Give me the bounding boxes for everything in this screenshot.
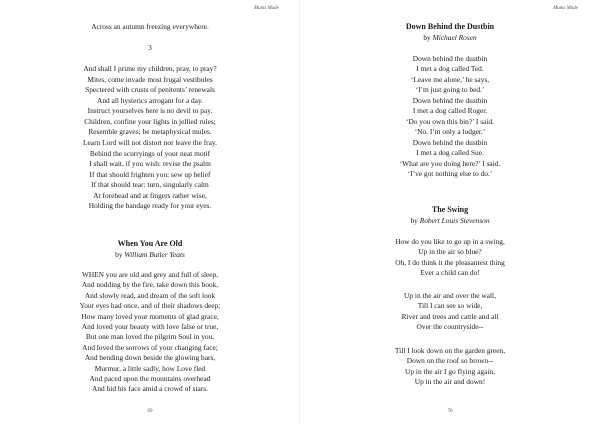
poem-line: Up in the air and over the wall, — [404, 291, 496, 300]
poem-line: Mites, come invade most frugal vestibules — [87, 74, 213, 84]
poem-line: ‘Leave me alone,’ he says, — [410, 74, 490, 84]
poem-title: The Swing — [431, 205, 469, 214]
byline-prefix: by — [115, 250, 123, 259]
poem-line: I met a dog called Roger. — [412, 106, 488, 116]
author-name: Robert Louis Stevenson — [419, 216, 490, 225]
poem-line: And paced upon the mountains overhead — [89, 374, 211, 383]
running-header-right: Mums Made — [553, 6, 578, 11]
poem-byline — [300, 216, 600, 226]
byline-prefix: by — [410, 216, 418, 225]
poem-line: And shall I prime my children, pray, to pray? — [83, 64, 217, 73]
poem-line: ‘Do you own this bin?’ I said. — [406, 116, 494, 126]
running-header-left: Mums Made — [254, 6, 279, 11]
poem-line: Down behind the dustbin — [412, 137, 488, 147]
poem-line: Up in the air and down! — [414, 377, 486, 387]
poem-line: Instruct yourselves here is no devil to pay. — [87, 106, 213, 116]
poem-byline — [0, 250, 300, 260]
poem-line: ‘What are you doing here?’ I said. — [399, 158, 501, 168]
poem-line: But one man loved the pilgrim Soul in you, — [85, 332, 215, 342]
poem-line: Up in the air I go flying again, — [405, 366, 495, 376]
poem-line: Till I look down on the garden green, — [394, 346, 506, 355]
carryover-line: Across an autumn freezing everywhere. — [91, 22, 209, 31]
poem-line: Up in the air so blue? — [418, 247, 482, 257]
poem-line: And hid his face amid a crowd of stars. — [92, 384, 208, 394]
poem-line: Resemble graves; be metaphysical mules. — [88, 127, 212, 137]
author-name: William Butler Yeats — [124, 250, 185, 259]
poem-line: If that should tear: turn, singularly calm — [91, 180, 209, 190]
poem-line: How many loved your moments of glad grace, — [81, 311, 219, 321]
poem-line: And bending down beside the glowing bars, — [84, 353, 216, 363]
poem-line: Behind the scurryings of your neat motif — [89, 148, 211, 158]
poem-line: Till I can see so wide, — [417, 301, 483, 311]
poem-line: ‘No. I’m only a lodger.’ — [414, 127, 486, 137]
poem-line: And loved the sorrows of your changing face; — [82, 342, 218, 352]
author-name: Michael Rosen — [432, 33, 477, 42]
poem-title: Down Behind the Dustbin — [405, 22, 495, 31]
right-page — [300, 0, 600, 424]
poem-line: Down behind the dustbin — [412, 54, 488, 63]
poem-line: WHEN you are old and grey and full of sleep, — [81, 270, 219, 279]
poem-line: And nodding by the fire, take down this book, — [81, 280, 219, 290]
poem-line: I met a dog called Ted. — [416, 64, 484, 74]
poem-line: And all hysterics arrogant for a day. — [96, 95, 204, 105]
poem-title: When You Are Old — [117, 239, 183, 248]
poem-line: Murmur, a little sadly, how Love fled — [94, 363, 206, 373]
section-number: 3 — [148, 43, 152, 52]
byline-prefix: by — [423, 33, 431, 42]
poem-line: How do you like to go up in a swing, — [395, 237, 505, 246]
poem-line: And loved your beauty with love false or true, — [81, 322, 219, 331]
poem-line: Your eyes had once, and of their shadows deep; — [79, 301, 221, 311]
poem-byline — [300, 33, 600, 43]
poem-line: If that should frighten you: sew up belief — [89, 169, 211, 179]
poem-line: Learn Lord will not distort nor leave the fray. — [83, 137, 217, 147]
poem-line: Down behind the dustbin — [412, 95, 488, 105]
poem-line: Over the countryside-- — [416, 322, 484, 332]
poem-line: ‘I’m just going to bed.’ — [415, 85, 485, 95]
poem-line: Children, confine your lights in jellied rules; — [84, 116, 216, 126]
poem-line: River and trees and cattle and all — [401, 311, 499, 321]
poem-line: Spectered with crusts of penitents’ renewals — [85, 85, 215, 95]
poem-line: Oh, I do think it the pleasantest thing — [395, 257, 505, 267]
poem-line: Holding the bandage ready for your eyes. — [88, 201, 212, 211]
poem-line: At forehead and at fingers rather wise, — [93, 190, 207, 200]
poem-line: And slowly read, and dream of the soft look — [84, 290, 216, 300]
poem-line: ‘I’ve got nothing else to do.’ — [407, 168, 493, 178]
poem-line: I met a dog called Sue. — [416, 148, 484, 158]
poem-line: Ever a child can do! — [420, 268, 480, 278]
poem-line: Down on the roof so brown-- — [406, 356, 494, 366]
page-number-right: 70 — [447, 409, 453, 414]
poem-line: I shall wait, if you wish: revise the psalm — [89, 159, 211, 169]
page-number-left: 69 — [147, 409, 153, 414]
